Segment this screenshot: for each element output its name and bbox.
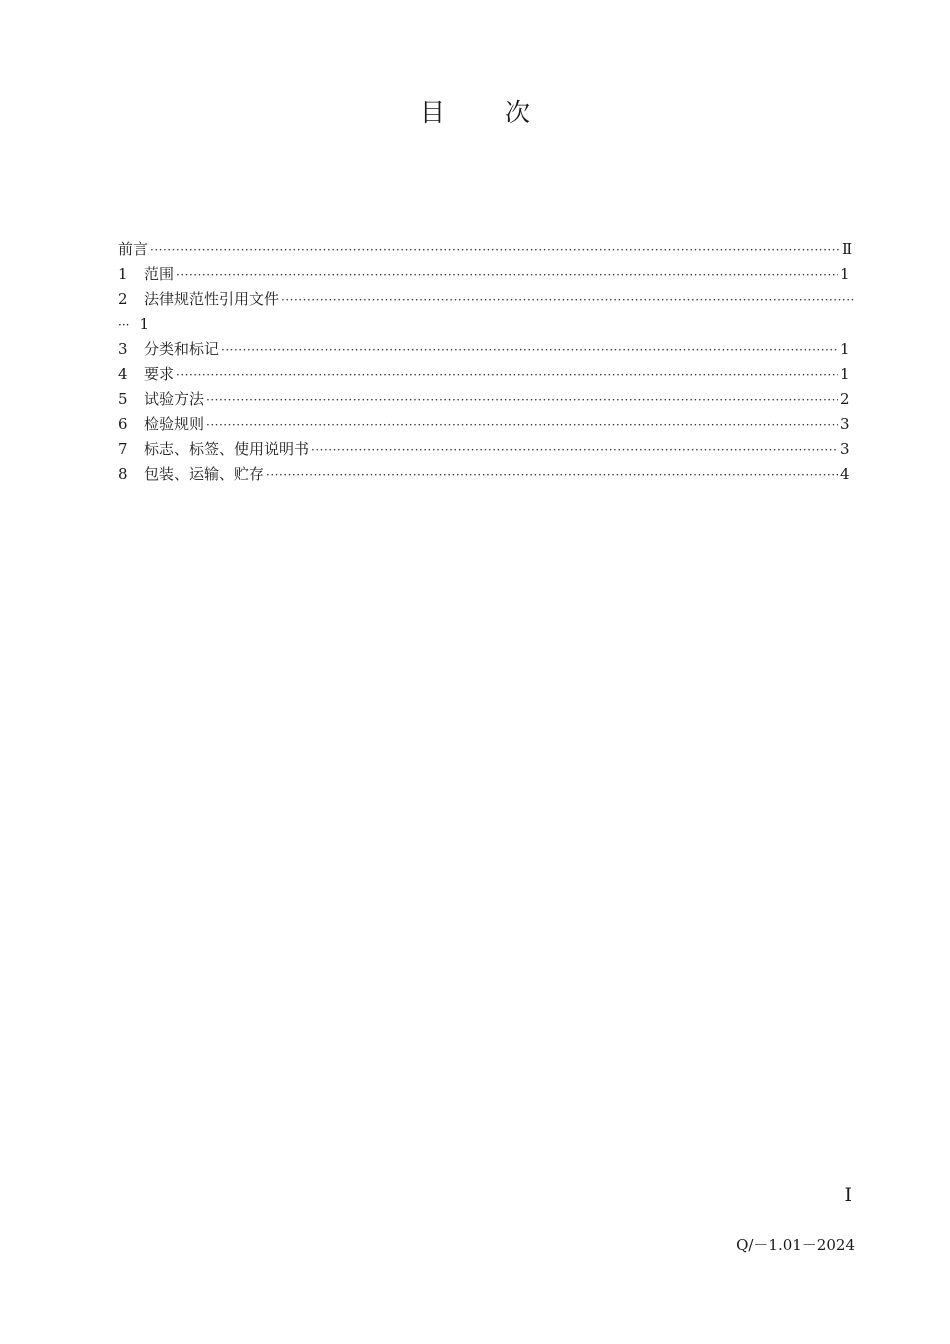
toc-entry-label: 范围 [144, 265, 175, 283]
toc-entry-requirements[interactable] [118, 362, 854, 387]
toc-entry-label: 标志、标签、使用说明书 [144, 440, 310, 458]
toc-entry-number: 8 [118, 465, 128, 483]
toc-entry-number: 7 [118, 440, 128, 458]
toc-entry-page: 2 [840, 390, 850, 408]
toc-entry-test-methods[interactable] [118, 387, 854, 412]
toc-entry-page: Ⅱ [842, 240, 853, 258]
toc-entry-number: 3 [118, 340, 128, 358]
footer-page-number: Ⅰ [844, 1184, 852, 1206]
toc-leader-dots [206, 413, 838, 437]
toc-entry-packaging[interactable] [118, 462, 854, 487]
toc-entry-number: 5 [118, 390, 128, 408]
toc-leader-dots [266, 463, 838, 487]
toc-entry-page: 1 [139, 315, 149, 333]
toc-entry-number: 2 [118, 290, 128, 308]
toc-entry-inspection-rules[interactable] [118, 412, 854, 437]
toc-entry-normative-references[interactable] [118, 287, 854, 312]
toc-entry-label: 包装、运输、贮存 [144, 465, 265, 483]
page-title: 目次 [419, 98, 590, 127]
toc-leader-dots [281, 288, 854, 312]
toc-leader-dots [221, 338, 838, 362]
toc-entry-page: 3 [840, 440, 850, 458]
toc-entry-marking-labels[interactable] [118, 437, 854, 462]
toc-entry-classification[interactable] [118, 337, 854, 362]
toc-entry-label: 试验方法 [144, 390, 205, 408]
toc-entry-label: 分类和标记 [144, 340, 220, 358]
toc-entry-label: 前言 [118, 240, 149, 258]
toc-leader-dots [176, 363, 838, 387]
toc-entry-label: 要求 [144, 365, 175, 383]
toc-entry-label: 检验规则 [144, 415, 205, 433]
document-code: Q/－1.01－2024 [736, 1236, 855, 1254]
toc-entry-number: 4 [118, 365, 128, 383]
toc-entry-scope[interactable] [118, 262, 854, 287]
toc-leader-dots: ··· [118, 318, 130, 332]
table-of-contents [118, 237, 854, 487]
toc-leader-dots [150, 238, 840, 262]
toc-entry-page: 1 [840, 340, 850, 358]
toc-leader-dots [176, 263, 838, 287]
toc-entry-continuation[interactable] [118, 312, 854, 337]
toc-entry-foreword[interactable] [118, 237, 854, 262]
toc-entry-page: 1 [840, 365, 850, 383]
toc-entry-page: 4 [840, 465, 850, 483]
toc-leader-dots [206, 388, 838, 412]
toc-entry-number: 1 [118, 265, 128, 283]
toc-entry-label: 法律规范性引用文件 [144, 290, 280, 308]
toc-entry-page: 1 [840, 265, 850, 283]
toc-leader-dots [311, 438, 838, 462]
toc-entry-number: 6 [118, 415, 128, 433]
toc-entry-page: 3 [840, 415, 850, 433]
